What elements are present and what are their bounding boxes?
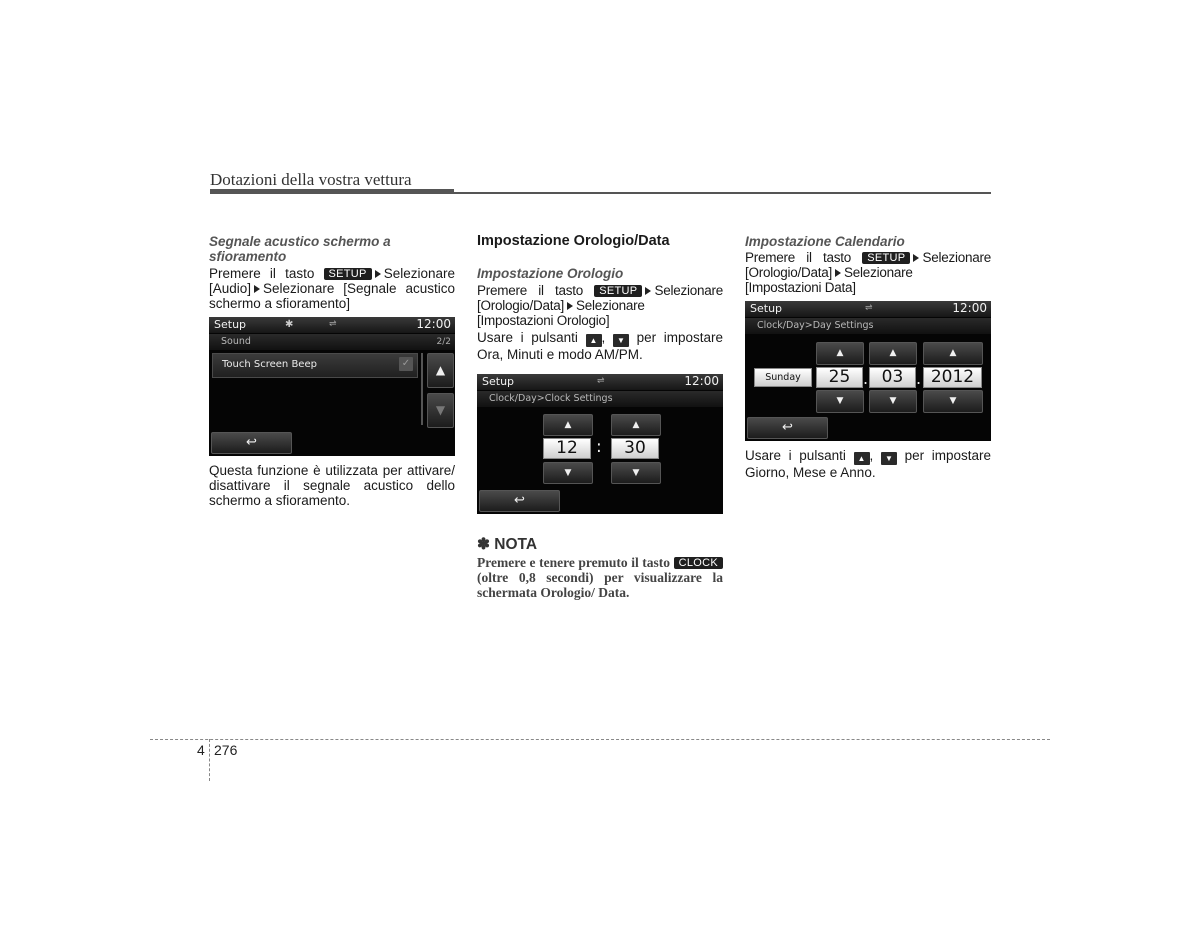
breadcrumb: Clock/Day>Clock Settings bbox=[489, 393, 613, 404]
setup-key: SETUP bbox=[862, 252, 910, 264]
middle-instr-pre: Premere il tasto bbox=[477, 283, 584, 298]
triangle-up-icon: ▲ bbox=[564, 420, 572, 430]
right-instr-sel2: Selezionare [Impostazioni Data] bbox=[745, 265, 913, 295]
note-pre: Premere e tenere premuto il tasto bbox=[477, 555, 671, 570]
clock-key: CLOCK bbox=[674, 557, 723, 569]
arrow-right-icon bbox=[835, 269, 841, 277]
middle-usage-pre: Usare i pulsanti bbox=[477, 330, 578, 345]
minute-down-button[interactable] bbox=[611, 462, 661, 484]
triangle-down-icon: ▼ bbox=[836, 396, 844, 406]
scroll-up-button[interactable] bbox=[427, 353, 454, 388]
time-separator: : bbox=[596, 437, 602, 457]
usb-icon: ⇌ bbox=[865, 303, 873, 313]
screen-day-settings bbox=[745, 301, 991, 441]
triangle-down-icon: ▼ bbox=[889, 396, 897, 406]
screen-clock: 12:00 bbox=[952, 301, 987, 315]
year-down-button[interactable] bbox=[923, 390, 983, 413]
left-instr-pre: Premere il tasto bbox=[209, 266, 315, 281]
month-value[interactable]: 03 bbox=[869, 367, 916, 388]
left-instr-sel1: Selezionare [Audio] bbox=[209, 266, 455, 296]
year-value[interactable]: 2012 bbox=[923, 367, 982, 388]
footer-divider bbox=[209, 739, 210, 781]
left-heading: Segnale acustico schermo a sfioramento bbox=[209, 234, 391, 264]
checkbox-check-icon[interactable]: ✓ bbox=[399, 357, 413, 371]
triangle-up-icon: ▲ bbox=[949, 348, 957, 358]
scroll-down-button[interactable] bbox=[427, 393, 454, 428]
column-middle bbox=[477, 234, 723, 362]
note-text bbox=[477, 555, 723, 600]
day-up-button[interactable] bbox=[816, 342, 864, 365]
triangle-down-icon: ▼ bbox=[632, 468, 640, 478]
screen-titlebar bbox=[209, 317, 455, 333]
note-title: ✽ NOTA bbox=[477, 536, 538, 553]
hour-up-button[interactable] bbox=[543, 414, 593, 436]
right-instr-pre: Premere il tasto bbox=[745, 250, 852, 265]
left-instructions bbox=[209, 266, 455, 311]
up-button-icon: ▲ bbox=[586, 334, 602, 347]
hour-down-button[interactable] bbox=[543, 462, 593, 484]
setup-key: SETUP bbox=[594, 285, 642, 297]
right-usage-pre: Usare i pulsanti bbox=[745, 448, 846, 463]
note-post: (oltre 0,8 secondi) per visualizzare la schermata Orologio/ Data. bbox=[477, 570, 723, 600]
screen-touch-beep bbox=[209, 317, 455, 456]
section-title: Dotazioni della vostra vettura bbox=[210, 170, 412, 189]
arrow-right-icon bbox=[254, 285, 260, 293]
note-box bbox=[477, 537, 723, 600]
middle-instr-sel2: Selezionare [Impostazioni Orologio] bbox=[477, 298, 645, 328]
triangle-up-icon: ▲ bbox=[435, 363, 446, 377]
screen-titlebar bbox=[477, 374, 723, 390]
screen-titlebar bbox=[745, 301, 991, 317]
left-instr-sel2: Selezionare [Segnale acustico schermo a sfioramento] bbox=[209, 281, 455, 311]
right-instr-sel1: Selezionare [Orologio/Data] bbox=[745, 250, 991, 280]
middle-instructions bbox=[477, 283, 723, 328]
middle-subheading: Impostazione Orologio bbox=[477, 266, 624, 281]
triangle-up-icon: ▲ bbox=[836, 348, 844, 358]
down-button-icon: ▼ bbox=[613, 334, 629, 347]
touch-beep-label: Touch Screen Beep bbox=[222, 359, 317, 370]
middle-heading: Impostazione Orologio/Data bbox=[477, 233, 670, 249]
hour-value[interactable]: 12 bbox=[543, 438, 591, 459]
down-button-icon: ▼ bbox=[881, 452, 897, 465]
middle-usage-post: per impostare Ora, Minuti e modo AM/PM. bbox=[477, 330, 723, 362]
screen-path-bar bbox=[477, 391, 723, 407]
column-left bbox=[209, 234, 455, 311]
screen-clock: 12:00 bbox=[684, 374, 719, 388]
return-arrow-icon: ↩ bbox=[514, 493, 525, 508]
page-indicator: 2/2 bbox=[436, 337, 451, 347]
arrow-right-icon bbox=[645, 287, 651, 295]
return-arrow-icon: ↩ bbox=[782, 420, 793, 435]
right-usage-post: per impostare Giorno, Mese e Anno. bbox=[745, 448, 991, 480]
middle-usage: Usare i pulsanti ▲ , ▼ per impostare Ora, Minuti e modo AM/PM. bbox=[477, 330, 723, 362]
month-down-button[interactable] bbox=[869, 390, 917, 413]
arrow-right-icon bbox=[375, 270, 381, 278]
right-instructions bbox=[745, 250, 991, 295]
date-separator: . bbox=[863, 369, 869, 388]
weekday-value: Sunday bbox=[754, 368, 812, 387]
year-up-button[interactable] bbox=[923, 342, 983, 365]
screen-title: Setup bbox=[750, 302, 783, 315]
footer-rule bbox=[150, 739, 1050, 740]
left-desc-text: Questa funzione è utilizzata per attivare/ disattivare il segnale acustico dello schermo a sfioramento. bbox=[209, 463, 455, 508]
column-right bbox=[745, 234, 991, 295]
triangle-up-icon: ▲ bbox=[889, 348, 897, 358]
triangle-down-icon: ▼ bbox=[564, 468, 572, 478]
minute-value[interactable]: 30 bbox=[611, 438, 659, 459]
usb-icon: ⇌ bbox=[597, 376, 605, 386]
screen-section-bar bbox=[209, 334, 455, 350]
touch-beep-row[interactable] bbox=[212, 353, 418, 378]
breadcrumb: Clock/Day>Day Settings bbox=[757, 320, 874, 331]
minute-up-button[interactable] bbox=[611, 414, 661, 436]
right-usage: Usare i pulsanti ▲ , ▼ per impostare Giorno, Mese e Anno. bbox=[745, 448, 991, 480]
usb-icon: ⇌ bbox=[329, 319, 337, 329]
screen-clock-settings bbox=[477, 374, 723, 514]
triangle-down-icon: ▼ bbox=[949, 396, 957, 406]
back-button[interactable] bbox=[479, 490, 560, 512]
section-label: Sound bbox=[221, 336, 251, 347]
screen-title: Setup bbox=[482, 375, 515, 388]
screen-clock: 12:00 bbox=[416, 317, 451, 331]
date-separator: . bbox=[916, 369, 922, 388]
middle-instr-sel1: Selezionare [Orologio/Data] bbox=[477, 283, 723, 313]
triangle-down-icon: ▼ bbox=[435, 403, 446, 417]
bluetooth-icon: ✱ bbox=[285, 319, 294, 330]
day-down-button[interactable] bbox=[816, 390, 864, 413]
screen-title: Setup bbox=[214, 318, 247, 331]
day-value[interactable]: 25 bbox=[816, 367, 863, 388]
month-up-button[interactable] bbox=[869, 342, 917, 365]
triangle-up-icon: ▲ bbox=[632, 420, 640, 430]
header-rule bbox=[210, 192, 991, 194]
back-button[interactable] bbox=[747, 417, 828, 439]
up-button-icon: ▲ bbox=[854, 452, 870, 465]
return-arrow-icon: ↩ bbox=[246, 435, 257, 450]
chapter-number: 4 bbox=[197, 742, 205, 758]
right-heading: Impostazione Calendario bbox=[745, 234, 905, 249]
setup-key: SETUP bbox=[324, 268, 372, 280]
screen-path-bar bbox=[745, 318, 991, 334]
arrow-right-icon bbox=[913, 254, 919, 262]
page-number: 276 bbox=[214, 742, 238, 758]
arrow-right-icon bbox=[567, 302, 573, 310]
scrollbar[interactable] bbox=[421, 353, 423, 425]
left-description bbox=[209, 463, 455, 508]
back-button[interactable] bbox=[211, 432, 292, 454]
